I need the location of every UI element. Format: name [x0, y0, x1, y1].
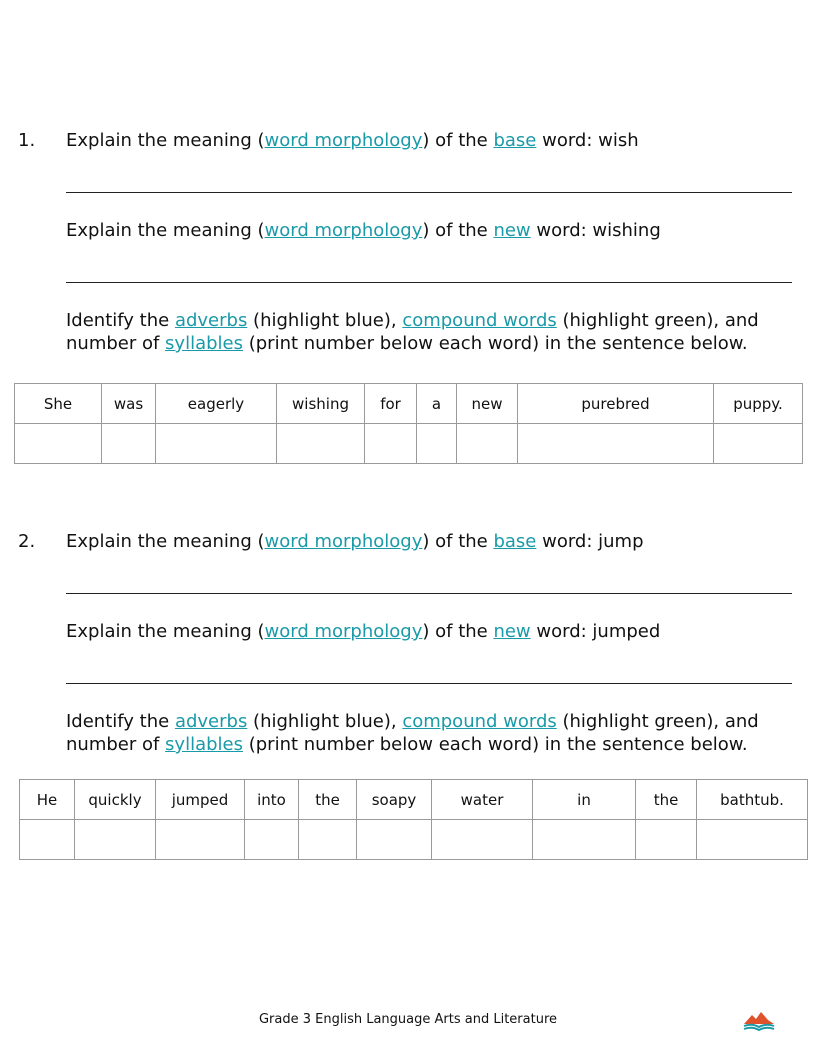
syllable-cell[interactable] [697, 820, 808, 860]
word-cell: soapy [357, 780, 432, 820]
sentence-table [14, 383, 803, 464]
syllable-cell[interactable] [533, 820, 636, 860]
word-cell: purebred [518, 384, 714, 424]
word-morphology-link[interactable]: word morphology [264, 621, 423, 642]
syllable-cell[interactable] [518, 424, 714, 464]
word-cell: puppy. [714, 384, 803, 424]
syllable-cell[interactable] [299, 820, 357, 860]
new-link[interactable]: new [493, 220, 531, 241]
word-cell: bathtub. [697, 780, 808, 820]
base-link[interactable]: base [493, 130, 537, 151]
word-cell: the [636, 780, 697, 820]
syllable-cell[interactable] [75, 820, 156, 860]
question-number: 2. [18, 531, 36, 552]
word-cell: the [299, 780, 357, 820]
word-row [20, 780, 808, 820]
syllable-cell[interactable] [20, 820, 75, 860]
sentence-table [19, 779, 808, 860]
word-cell: eagerly [156, 384, 277, 424]
syllable-cell[interactable] [15, 424, 102, 464]
word-cell: into [245, 780, 299, 820]
identify-instructions: Identify the adverbs (highlight blue), compound words (highlight green), and number of syllables (print number below each word) in the sentence below. [66, 310, 759, 354]
answer-line[interactable] [66, 282, 792, 283]
word-cell: quickly [75, 780, 156, 820]
adverbs-link[interactable]: adverbs [174, 711, 248, 732]
syllables-link[interactable]: syllables [165, 734, 243, 755]
answer-line[interactable] [66, 192, 792, 193]
mountain-book-logo-icon [742, 1010, 776, 1038]
answer-line[interactable] [66, 593, 792, 594]
syllable-cell[interactable] [714, 424, 803, 464]
word-cell: was [102, 384, 156, 424]
word-morphology-link[interactable]: word morphology [264, 130, 423, 151]
base-link[interactable]: base [493, 531, 537, 552]
syllable-cell[interactable] [636, 820, 697, 860]
syllable-cell[interactable] [417, 424, 457, 464]
word-cell: for [365, 384, 417, 424]
base-word-prompt: Explain the meaning (word morphology) of the base word: jump [66, 531, 644, 552]
syllable-cell[interactable] [156, 820, 245, 860]
adverbs-link[interactable]: adverbs [174, 310, 248, 331]
syllable-cell[interactable] [245, 820, 299, 860]
syllable-cell[interactable] [277, 424, 365, 464]
word-cell: in [533, 780, 636, 820]
compound-words-link[interactable]: compound words [402, 711, 557, 732]
word-row [15, 384, 803, 424]
new-word-prompt: Explain the meaning (word morphology) of the new word: wishing [66, 220, 661, 241]
word-morphology-link[interactable]: word morphology [264, 531, 423, 552]
question-number: 1. [18, 130, 36, 151]
new-link[interactable]: new [493, 621, 531, 642]
word-cell: He [20, 780, 75, 820]
word-cell: water [432, 780, 533, 820]
word-morphology-link[interactable]: word morphology [264, 220, 423, 241]
syllable-cell[interactable] [432, 820, 533, 860]
base-word-prompt: Explain the meaning (word morphology) of the base word: wish [66, 130, 639, 151]
compound-words-link[interactable]: compound words [402, 310, 557, 331]
syllable-cell[interactable] [102, 424, 156, 464]
syllable-row [15, 424, 803, 464]
word-cell: new [457, 384, 518, 424]
word-cell: wishing [277, 384, 365, 424]
syllable-cell[interactable] [357, 820, 432, 860]
syllable-cell[interactable] [457, 424, 518, 464]
new-word-prompt: Explain the meaning (word morphology) of the new word: jumped [66, 621, 661, 642]
syllables-link[interactable]: syllables [165, 333, 243, 354]
word-cell: She [15, 384, 102, 424]
syllable-cell[interactable] [156, 424, 277, 464]
page-footer: Grade 3 English Language Arts and Literature [258, 1012, 558, 1027]
identify-instructions: Identify the adverbs (highlight blue), compound words (highlight green), and number of syllables (print number below each word) in the sentence below. [66, 711, 759, 755]
word-cell: jumped [156, 780, 245, 820]
syllable-cell[interactable] [365, 424, 417, 464]
syllable-row [20, 820, 808, 860]
word-cell: a [417, 384, 457, 424]
answer-line[interactable] [66, 683, 792, 684]
